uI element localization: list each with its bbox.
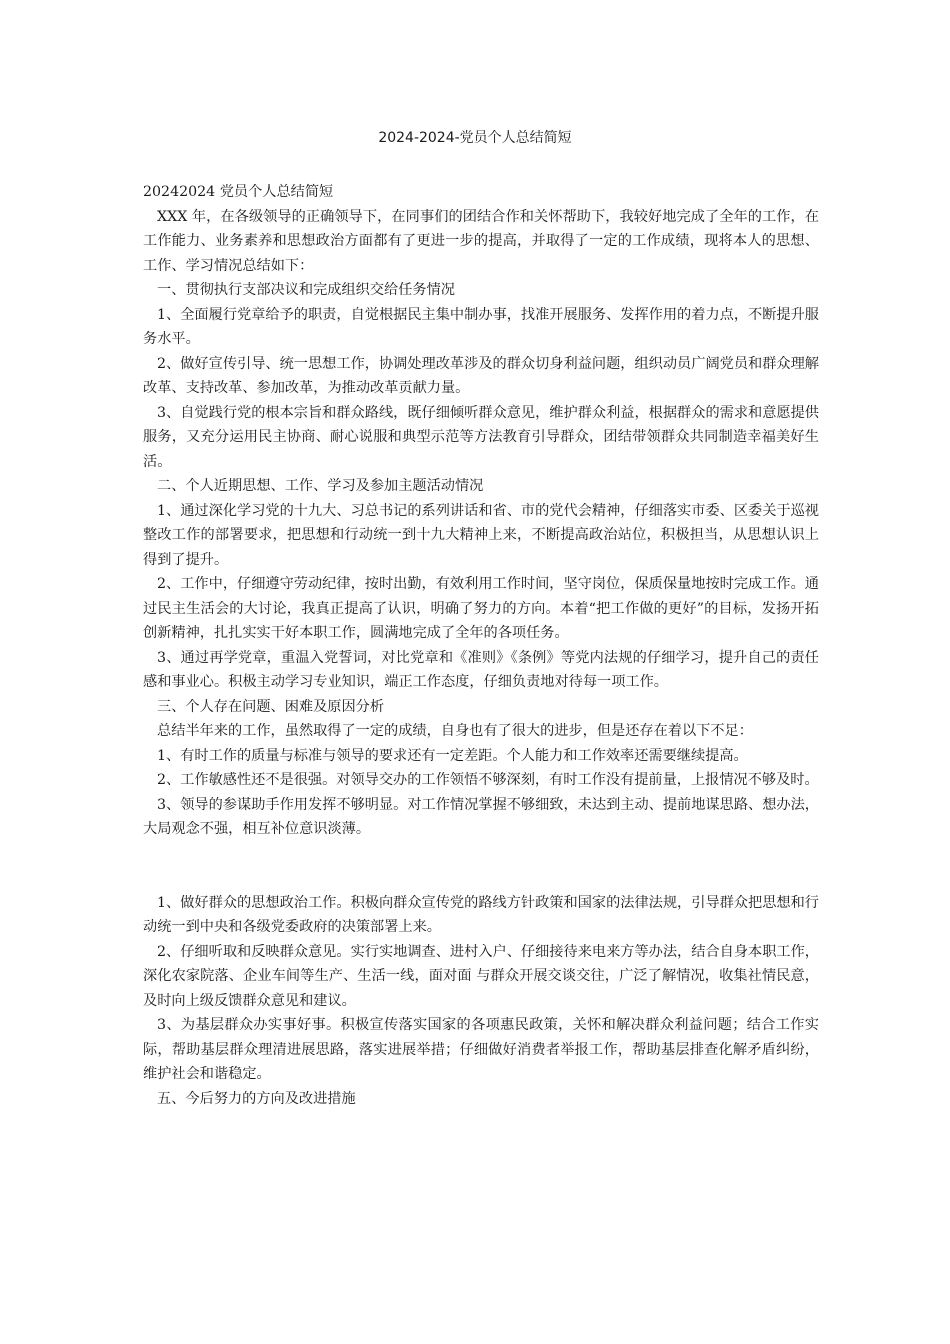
paragraph: 3、自觉践行党的根本宗旨和群众路线，既仔细倾听群众意见，维护群众利益，根据群众的需求和意愿提供服务，又充分运用民主协商、耐心说服和典型示范等方法教育引导群众，团结带领群众共同制造幸福美好生活。 (143, 404, 819, 470)
document-body (143, 180, 819, 1111)
blank-gap (143, 842, 819, 891)
paragraph: 2、做好宣传引导、统一思想工作，协调处理改革涉及的群众切身利益问题，组织动员广阔党员和群众理解改革、支持改革、参加改革，为推动改革贡献力量。 (143, 355, 819, 396)
paragraph: 总结半年来的工作，虽然取得了一定的成绩，自身也有了很大的进步，但是还存在着以下不足： (157, 723, 753, 739)
paragraph: 1、做好群众的思想政治工作。积极向群众宣传党的路线方针政策和国家的法律法规，引导群众把思想和行动统一到中央和各级党委政府的决策部署上来。 (143, 894, 819, 935)
section-heading: 五、今后努力的方向及改进措施 (157, 1090, 356, 1107)
section-heading: 三、个人存在问题、困难及原因分析 (157, 698, 385, 715)
paragraph: 1、全面履行党章给予的职责，自觉根据民主集中制办事，找准开展服务、发挥作用的着力点，不断提升服务水平。 (143, 306, 819, 347)
paragraph: 3、领导的参谋助手作用发挥不够明显。对工作情况掌握不够细致，未达到主动、提前地谋思路、想办法，大局观念不强，相互补位意识淡薄。 (143, 796, 819, 837)
paragraph: 2、仔细听取和反映群众意见。实行实地调查、进村入户、仔细接待来电来方等办法，结合自身本职工作，深化农家院落、企业车间等生产、生活一线，面对面 与群众开展交谈交往，广泛了解情况，收集社情民意，及时向上级反馈群众意见和建议。 (143, 943, 819, 1009)
document-heading: 20242024 党员个人总结简短 (143, 184, 334, 200)
paragraph: 1、有时工作的质量与标准与领导的要求还有一定差距。个人能力和工作效率还需要继续提高。 (157, 747, 748, 764)
paragraph: 3、为基层群众办实事好事。积极宣传落实国家的各项惠民政策，关怀和解决群众利益问题；结合工作实际，帮助基层群众理清进展思路，落实进展举措；仔细做好消费者举报工作，帮助基层排查化解矛盾纠纷，维护社会和谐稳定。 (143, 1017, 819, 1082)
document-title: 2024-2024-党员个人总结简短 (378, 130, 572, 146)
paragraph: 2、工作中，仔细遵守劳动纪律，按时出勤，有效利用工作时间，坚守岗位，保质保量地按时完成工作。通过民主生活会的大讨论，我真正提高了认识，明确了努力的方向。本着“把工作做的更好”的目标，发扬开拓创新精神，扎扎实实干好本职工作，圆满地完成了全年的各项任务。 (143, 576, 819, 641)
paragraph: 3、通过再学党章，重温入党誓词，对比党章和《准则》《条例》等党内法规的仔细学习，提升自己的责任感和事业心。积极主动学习专业知识，端正工作态度，仔细负责地对待每一项工作。 (143, 649, 819, 690)
paragraph: XXX 年，在各级领导的正确领导下，在同事们的团结合作和关怀帮助下，我较好地完成了全年的工作，在工作能力、业务素养和思想政治方面都有了更进一步的提高，并取得了一定的工作成绩，现将本人的思想、工作、学习情况总结如下： (143, 208, 819, 274)
paragraph: 2、工作敏感性还不是很强。对领导交办的工作领悟不够深刻，有时工作没有提前量，上报情况不够及时。 (157, 772, 819, 788)
paragraph: 1、通过深化学习党的十九大、习总书记的系列讲话和省、市的党代会精神，仔细落实市委、区委关于巡视整改工作的部署要求，把思想和行动统一到十九大精神上来，不断提高政治站位，积极担当，从思想认识上得到了提升。 (143, 502, 819, 568)
section-heading: 一、贯彻执行支部决议和完成组织交给任务情况 (157, 282, 455, 298)
section-heading: 二、个人近期思想、工作、学习及参加主题活动情况 (157, 478, 484, 494)
